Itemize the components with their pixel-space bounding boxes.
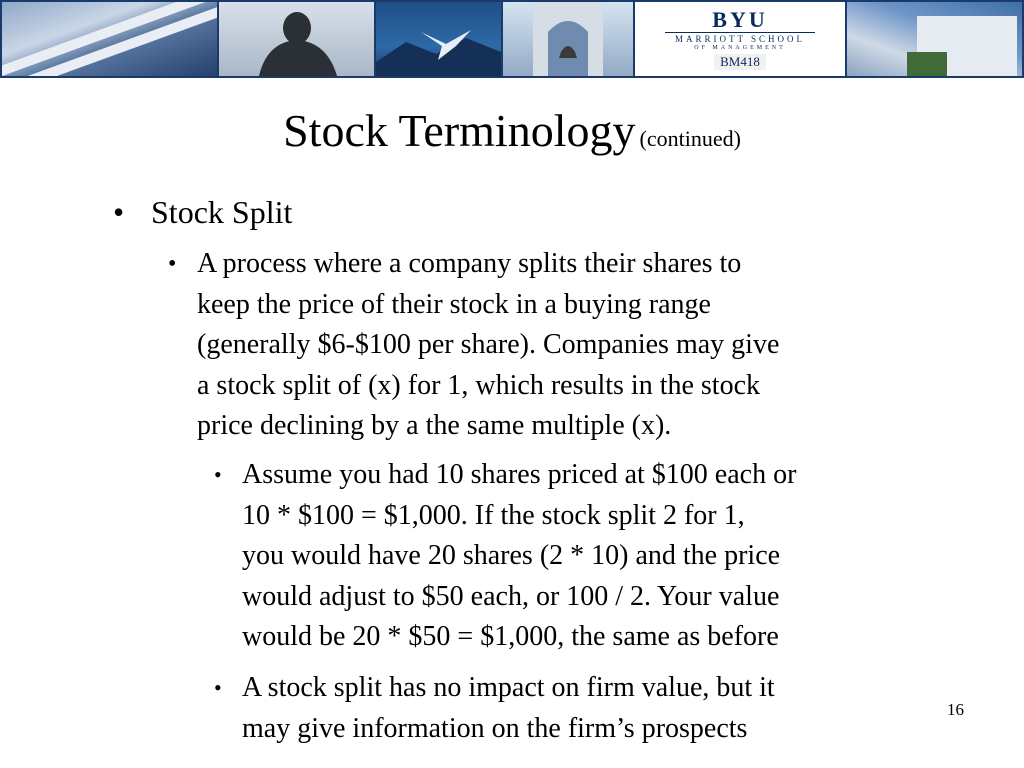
text-line: A stock split has no impact on firm value, but it bbox=[242, 672, 775, 703]
logo-school-text: MARRIOTT SCHOOL bbox=[674, 33, 806, 44]
text-line: 10 * $100 = $1,000. If the stock split 2 for 1, bbox=[242, 499, 745, 531]
text-line: A process where a company splits their shares to bbox=[197, 248, 742, 279]
bullet-level3-note-text bbox=[242, 668, 942, 749]
banner-y-mountain-image bbox=[376, 2, 501, 76]
text-line: Assume you had 10 shares priced at $100 each or bbox=[242, 459, 797, 490]
header-banner bbox=[0, 0, 1024, 78]
bullet-dot: • bbox=[214, 675, 222, 700]
bullet-dot: • bbox=[113, 194, 125, 230]
bullet-dot: • bbox=[168, 251, 177, 277]
text-line: price declining by a the same multiple (x). bbox=[197, 410, 672, 441]
text-line: keep the price of their stock in a buying range bbox=[197, 288, 711, 320]
course-code: BM418 bbox=[714, 54, 766, 70]
banner-campus-building-image bbox=[847, 2, 1022, 76]
slide-title-main: Stock Terminology bbox=[283, 105, 636, 156]
bullet-level3-example-text bbox=[242, 455, 942, 658]
slide-title-sub: (continued) bbox=[639, 126, 741, 151]
text-line: would be 20 * $50 = $1,000, the same as before bbox=[242, 621, 779, 652]
text-line: would adjust to $50 each, or 100 / 2. Your value bbox=[242, 580, 780, 612]
text-line: (generally $6-$100 per share). Companies may give bbox=[197, 329, 780, 360]
logo-school-sub-text: OF MANAGEMENT bbox=[694, 44, 786, 51]
text-line: you would have 20 shares (2 * 10) and the price bbox=[242, 540, 781, 571]
text-line: a stock split of (x) for 1, which results in the stock bbox=[197, 369, 761, 401]
byu-marriott-logo bbox=[635, 2, 845, 76]
banner-building-image bbox=[2, 2, 217, 76]
logo-byu-text: BYU bbox=[712, 6, 768, 32]
bullet-level1-text: Stock Split bbox=[151, 194, 293, 230]
page-number: 16 bbox=[947, 700, 964, 719]
slide-title bbox=[0, 104, 1024, 157]
banner-statue-image bbox=[219, 2, 374, 76]
bullet-level2-text bbox=[197, 244, 927, 447]
text-line: may give information on the firm’s prospects bbox=[242, 712, 748, 744]
banner-bell-tower-image bbox=[503, 2, 633, 76]
bullet-dot: • bbox=[214, 462, 222, 487]
